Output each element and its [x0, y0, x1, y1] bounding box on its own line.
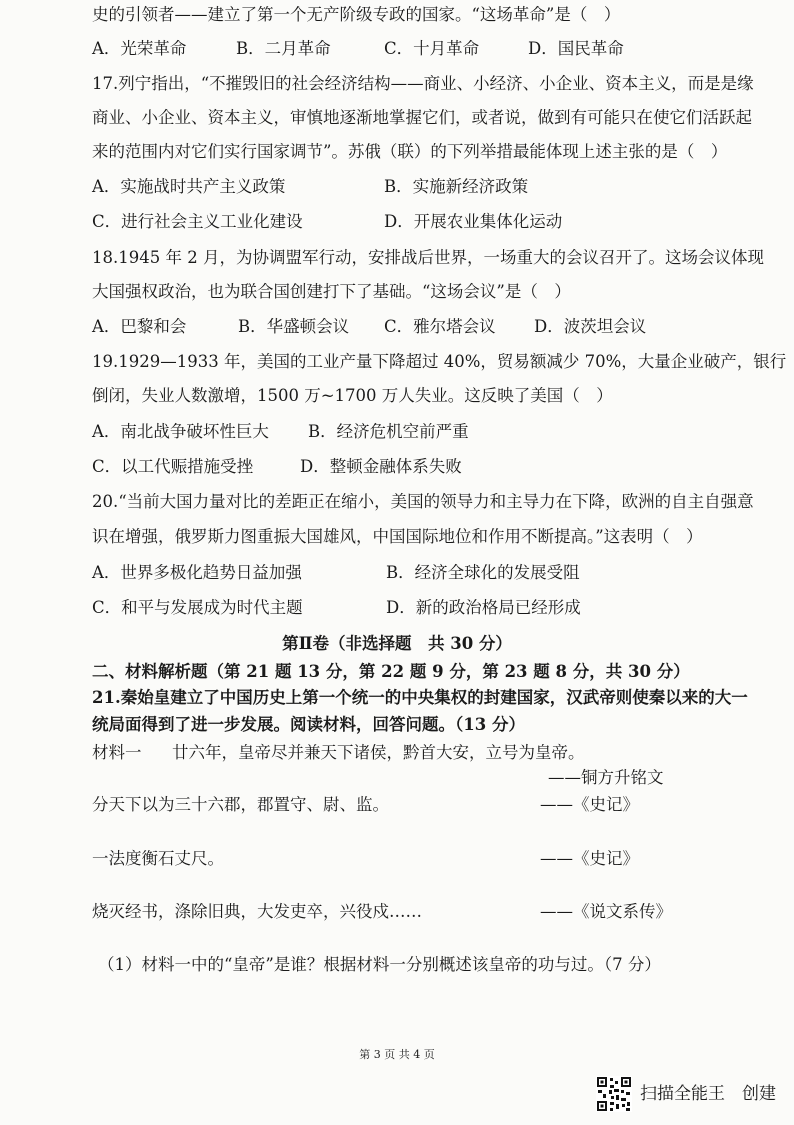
- material-1-quote-3: 一法度衡石丈尺。: [92, 849, 224, 868]
- q17-option-c: C．进行社会主义工业化建设: [92, 212, 303, 231]
- q18-option-d: D．波茨坦会议: [534, 317, 647, 336]
- qr-code: [596, 1076, 632, 1112]
- q16-option-a: A．光荣革命: [92, 39, 187, 58]
- scanner-watermark: 扫描全能王 创建: [640, 1084, 776, 1104]
- q20-stem-line1: 20.“当前大国力量对比的差距正在缩小，美国的领导力和主导力在下降，欧洲的自主自强意: [92, 492, 754, 511]
- q17-option-d: D．开展农业集体化运动: [384, 212, 563, 231]
- material-1-source-4: ——《说文系传》: [540, 902, 672, 921]
- q16-stem: 史的引领者——建立了第一个无产阶级专政的国家。“这场革命”是（ ）: [92, 5, 621, 24]
- part2-title: 第Ⅱ卷（非选择题 共 30 分）: [282, 634, 512, 653]
- q20-option-b: B．经济全球化的发展受阻: [386, 563, 580, 582]
- material-1-label: 材料一: [92, 743, 142, 762]
- q16-option-c: C．十月革命: [384, 39, 480, 58]
- q16-option-b: B．二月革命: [236, 39, 331, 58]
- q17-option-b: B．实施新经济政策: [384, 177, 529, 196]
- material-1-quote-4: 烧灭经书，涤除旧典，大发吏卒，兴役戍……: [92, 902, 422, 921]
- page-number: 第 3 页 共 4 页: [359, 1048, 435, 1061]
- material-1-quote-1: 廿六年，皇帝尽并兼天下诸侯，黔首大安，立号为皇帝。: [172, 743, 585, 762]
- q19-option-a: A．南北战争破坏性巨大: [92, 422, 269, 441]
- q21-stem-line2: 统局面得到了进一步发展。阅读材料，回答问题。（13 分）: [92, 715, 525, 734]
- q19-stem-line2: 倒闭，失业人数激增，1500 万~1700 万人失业。这反映了美国（ ）: [92, 386, 613, 405]
- q21-stem-line1: 21.秦始皇建立了中国历史上第一个统一的中央集权的封建国家，汉武帝则使秦以来的大一: [92, 688, 748, 707]
- q18-stem-line1: 18.1945 年 2 月，为协调盟军行动，安排战后世界，一场重大的会议召开了。这场会议体现: [92, 248, 764, 267]
- material-1-source-2: ——《史记》: [540, 795, 639, 814]
- q18-option-c: C．雅尔塔会议: [384, 317, 496, 336]
- q18-stem-line2: 大国强权政治，也为联合国创建打下了基础。“这场会议”是（ ）: [92, 282, 571, 301]
- q17-stem-line3: 来的范围内对它们实行国家调节”。苏俄（联）的下列举措最能体现上述主张的是（ ）: [92, 142, 728, 161]
- q19-stem-line1: 19.1929—1933 年，美国的工业产量下降超过 40%，贸易额减少 70%，大量企业破产，银行: [92, 352, 787, 371]
- q19-option-b: B．经济危机空前严重: [308, 422, 469, 441]
- q18-option-b: B．华盛顿会议: [238, 317, 350, 336]
- material-1-quote-2: 分天下以为三十六郡，郡置守、尉、监。: [92, 795, 389, 814]
- q21-subquestion-1: （1）材料一中的“皇帝”是谁？根据材料一分别概述该皇帝的功与过。（7 分）: [98, 955, 661, 974]
- q20-option-a: A．世界多极化趋势日益加强: [92, 563, 302, 582]
- q19-option-c: C．以工代赈措施受挫: [92, 457, 254, 476]
- q19-option-d: D．整顿金融体系失败: [300, 457, 462, 476]
- q20-option-c: C．和平与发展成为时代主题: [92, 598, 303, 617]
- q20-option-d: D．新的政治格局已经形成: [386, 598, 581, 617]
- qr-code-icon: [596, 1076, 632, 1112]
- q17-option-a: A．实施战时共产主义政策: [92, 177, 286, 196]
- q17-stem-line1: 17.列宁指出，“不摧毁旧的社会经济结构——商业、小经济、小企业、资本主义，而是是缘: [92, 74, 754, 93]
- material-1-source-3: ——《史记》: [540, 849, 639, 868]
- material-1-source-1: ——铜方升铭文: [548, 768, 664, 787]
- q17-stem-line2: 商业、小企业、资本主义，审慎地逐渐地掌握它们，或者说，做到有可能只在使它们活跃起: [92, 108, 752, 127]
- q20-stem-line2: 识在增强，俄罗斯力图重振大国雄风，中国国际地位和作用不断提高。”这表明（ ）: [92, 527, 703, 546]
- section-2-heading: 二、材料解析题（第 21 题 13 分，第 22 题 9 分，第 23 题 8 分，共 30 分）: [92, 662, 690, 681]
- q16-option-d: D．国民革命: [528, 39, 624, 58]
- q18-option-a: A．巴黎和会: [92, 317, 187, 336]
